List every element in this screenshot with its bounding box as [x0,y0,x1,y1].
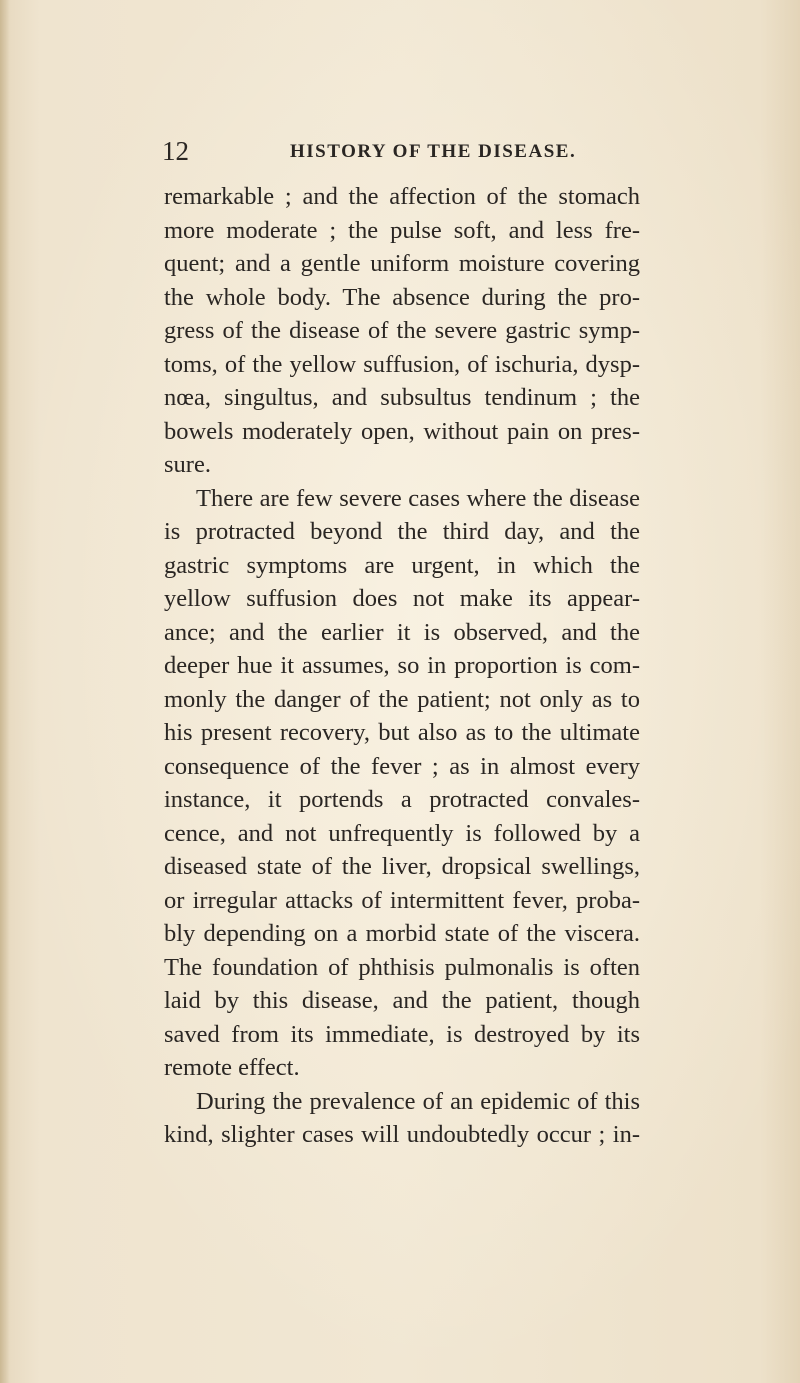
text-line: the whole body. The absence during the pro- [164,283,640,311]
text-line: nœa, singultus, and subsultus tendinum ; the [164,384,640,411]
running-head: HISTORY OF THE DISEASE. [290,141,577,162]
text-line: bowels moderately open, without pain on pres- [164,417,640,445]
text-line: diseased state of the liver, dropsical swellings, [164,853,640,880]
text-line: remarkable ; and the affection of the stomach [164,183,640,210]
page-header [162,136,642,176]
text-line: his present recovery, but also as to the ultimate [164,719,640,746]
text-line: bly depending on a morbid state of the viscera. [164,920,640,947]
text-line: toms, of the yellow suffusion, of ischuria, dysp- [164,350,640,378]
text-line: sure. [164,451,211,478]
text-line: is protracted beyond the third day, and the [164,518,640,545]
text-line: gress of the disease of the severe gastric symp- [164,317,640,344]
text-line: gastric symptoms are urgent, in which the [164,551,640,579]
page-gutter-shadow [0,0,10,1383]
text-line: During the prevalence of an epidemic of this [196,1087,640,1115]
text-line: instance, it portends a protracted convales- [164,786,640,813]
text-line: more moderate ; the pulse soft, and less fre- [164,216,640,244]
text-line: consequence of the fever ; as in almost every [164,752,640,780]
page-number: 12 [162,136,189,166]
text-line: saved from its immediate, is destroyed by its [164,1020,640,1048]
text-line: kind, slighter cases will undoubtedly occur ; in- [164,1121,640,1148]
text-line: yellow suffusion does not make its appear- [164,585,640,612]
text-line: deeper hue it assumes, so in proportion is com- [164,652,640,679]
text-line: ance; and the earlier it is observed, and the [164,618,640,646]
text-line: The foundation of phthisis pulmonalis is often [164,953,640,981]
text-line: laid by this disease, and the patient, though [164,987,640,1014]
text-line: There are few severe cases where the disease [196,484,640,512]
text-line: or irregular attacks of intermittent fever, proba- [164,886,640,914]
body-text [164,180,640,1152]
text-line: cence, and not unfrequently is followed by a [164,819,640,847]
text-line: remote effect. [164,1054,300,1081]
text-line: quent; and a gentle uniform moisture covering [164,250,640,277]
text-line: monly the danger of the patient; not only as to [164,685,640,713]
